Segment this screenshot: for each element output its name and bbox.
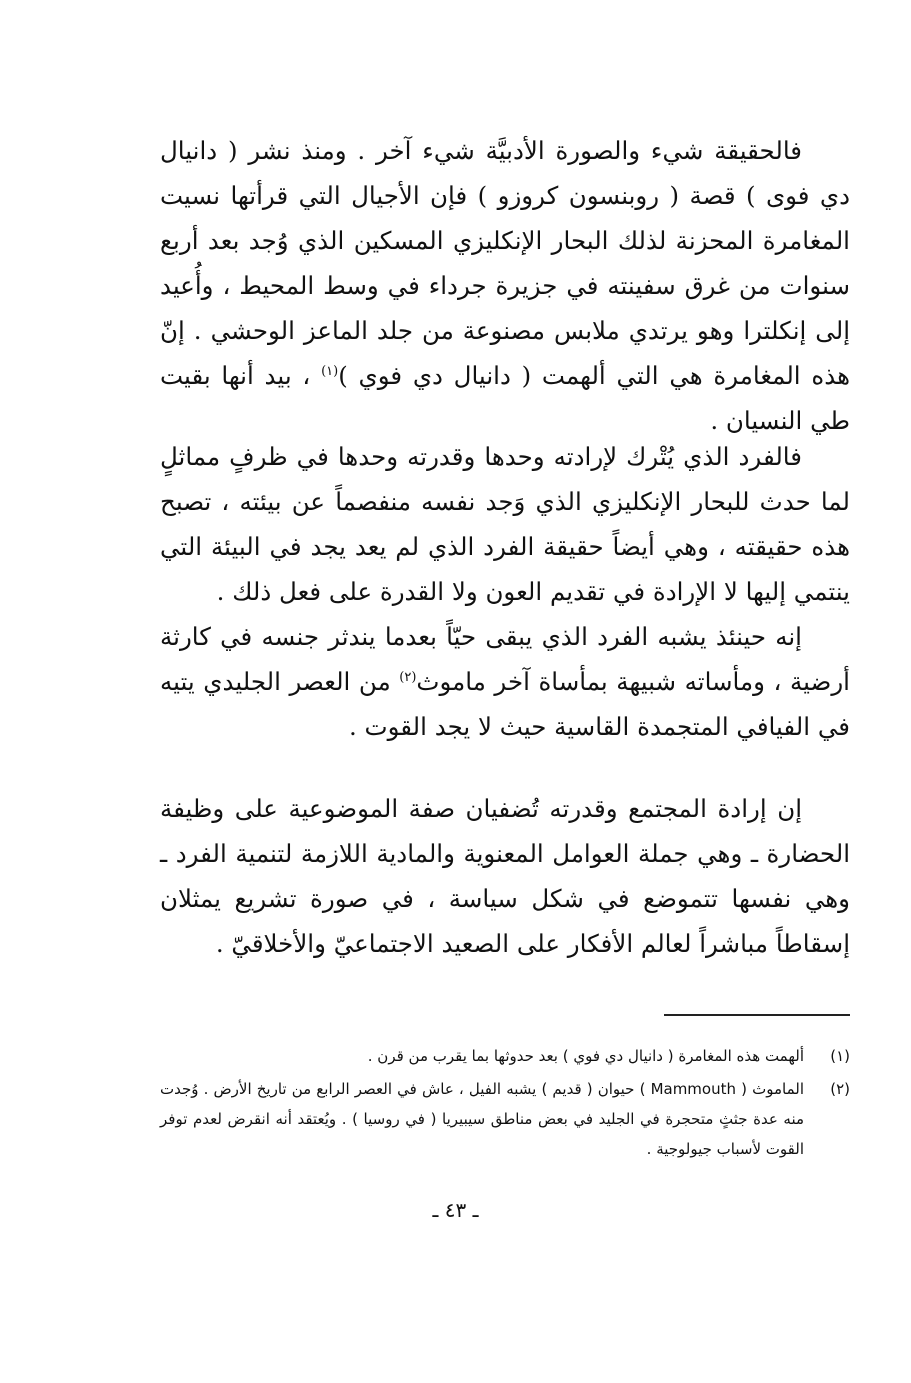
page-number: ـ ٤٣ ـ — [432, 1198, 479, 1222]
footnote-ref-1: (١) — [321, 363, 339, 379]
paragraph-4: إن إرادة المجتمع وقدرته تُضفيان صفة الموضوعية على وظيفة الحضارة ـ وهي جملة العوامل المعنوية والمادية اللازمة لتنمية الفرد ـ وهي نفسها تتموضع في شكل سياسة ، في صورة تشريع يمثلان إسقاطاً مباشراً لعالم الأفكار على الصعيد الاجتماعيّ والأخلاقيّ . — [160, 794, 850, 958]
footnote-2-number: (٢) — [830, 1080, 850, 1098]
footnote-separator — [664, 1014, 850, 1016]
footnote-1 — [160, 1041, 850, 1071]
paragraph-2: فالفرد الذي يُتْرك لإرادته وحدها وقدرته وحدها في ظرفٍ مماثلٍ لما حدث للبحار الإنكليزي الذي وَجد نفسه منفصماً عن بيئته ، تصبح هذه حقيقته ، وهي أيضاً حقيقة الفرد الذي لم يعد يجد في البيئة التي ينتمي إليها لا الإرادة في تقديم العون ولا القدرة على فعل ذلك . — [160, 442, 850, 606]
paragraph-3 — [160, 614, 850, 749]
footnote-1-text: ألهمت هذه المغامرة ( دانيال دي فوي ) بعد حدوثها بما يقرب من قرن . — [367, 1047, 804, 1065]
paragraph-1-text: فالحقيقة شيء والصورة الأدبيَّة شيء آخر . ومنذ نشر ( دانيال دي فوى ) قصة ( روبنسون كروزو ) فإن الأجيال التي قرأتها نسيت المغامرة المحزنة لذلك البحار الإنكليزي المسكين الذي وُجد بعد أربع سنوات من غرق سفينته في جزيرة جرداء في وسط المحيط ، وأُعيد إلى إنكلترا وهو يرتدي ملابس مصنوعة من جلد الماعز الوحشي . إنّ هذه المغامرة هي التي ألهمت ( دانيال دي فوي ) — [160, 136, 850, 390]
footnote-2-text: الماموث ( Mammouth ) حيوان ( قديم ) يشبه الفيل ، عاش في العصر الرابع من تاريخ الأرض . وُجدت منه عدة جثثٍ متحجرة في الجليد في بعض مناطق سيبيريا ( في روسيا ) . ويُعتقد أنه انقرض لعدم توفر القوت لأسباب جيولوجية . — [160, 1080, 804, 1158]
footnote-2 — [160, 1074, 850, 1164]
footnote-1-number: (١) — [830, 1047, 850, 1065]
paragraph-3-text-end: من العصر الجليدي يتيه في الفيافي المتجمدة القاسية حيث لا يجد القوت . — [160, 667, 850, 741]
paragraph-3-text: إنه حينئذ يشبه الفرد الذي يبقى حيّاً بعدما يندثر جنسه في كارثة أرضية ، ومأساته شبيهة بمأساة آخر ماموث — [160, 622, 850, 696]
paragraph-1-text-end: ، بيد أنها بقيت طي النسيان . — [160, 361, 850, 435]
footnote-ref-2: (٢) — [399, 669, 417, 685]
paragraph-1 — [160, 128, 850, 443]
